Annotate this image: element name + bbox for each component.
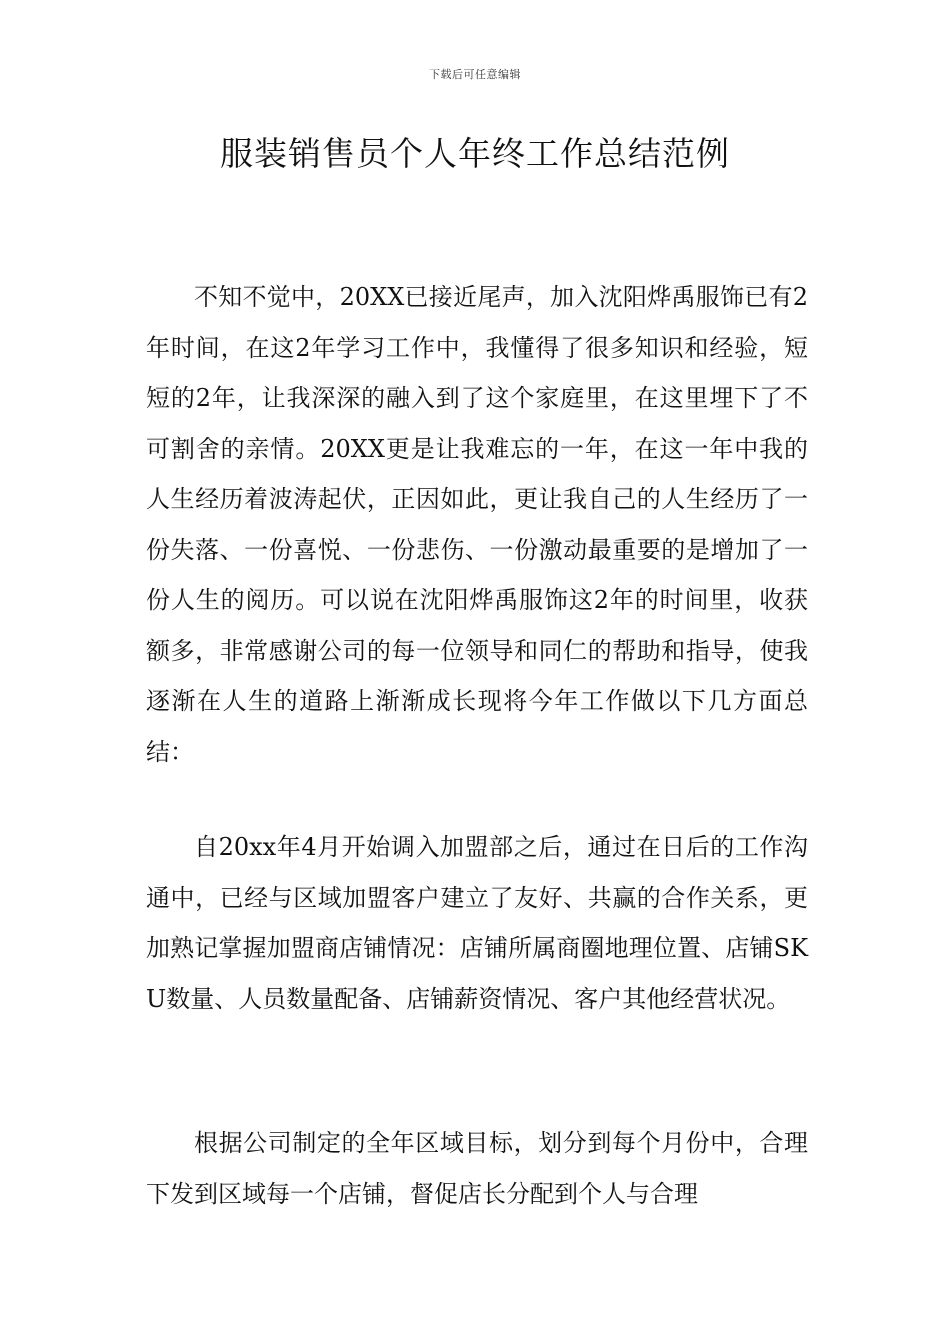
header-note: 下载后可任意编辑 [429, 68, 521, 81]
paragraph-franchise: 自20xx年4月开始调入加盟部之后，通过在日后的工作沟通中，已经与区域加盟客户建立了友好、共赢的合作关系，更加熟记掌握加盟商店铺情况：店铺所属商圈地理位置、店铺SKU数量、人员数量配备、店铺薪资情况、客户其他经营状况。 [146, 833, 808, 1013]
document-title: 服装销售员个人年终工作总结范例 [220, 134, 730, 173]
paragraph-targets: 根据公司制定的全年区域目标，划分到每个月份中，合理下发到区域每一个店铺，督促店长分配到个人与合理 [146, 1129, 808, 1208]
paragraph-intro: 不知不觉中，20XX已接近尾声，加入沈阳烨禹服饰已有2年时间，在这2年学习工作中，我懂得了很多知识和经验，短短的2年，让我深深的融入到了这个家庭里，在这里埋下了不可割舍的亲情。20XX更是让我难忘的一年，在这一年中我的人生经历着波涛起伏，正因如此，更让我自己的人生经历了一份失落、一份喜悦、一份悲伤、一份激动最重要的是增加了一份人生的阅历。可以说在沈阳烨禹服饰这2年的时间里，收获额多，非常感谢公司的每一位领导和同仁的帮助和指导，使我逐渐在人生的道路上渐渐成长现将今年工作做以下几方面总结： [146, 283, 808, 766]
